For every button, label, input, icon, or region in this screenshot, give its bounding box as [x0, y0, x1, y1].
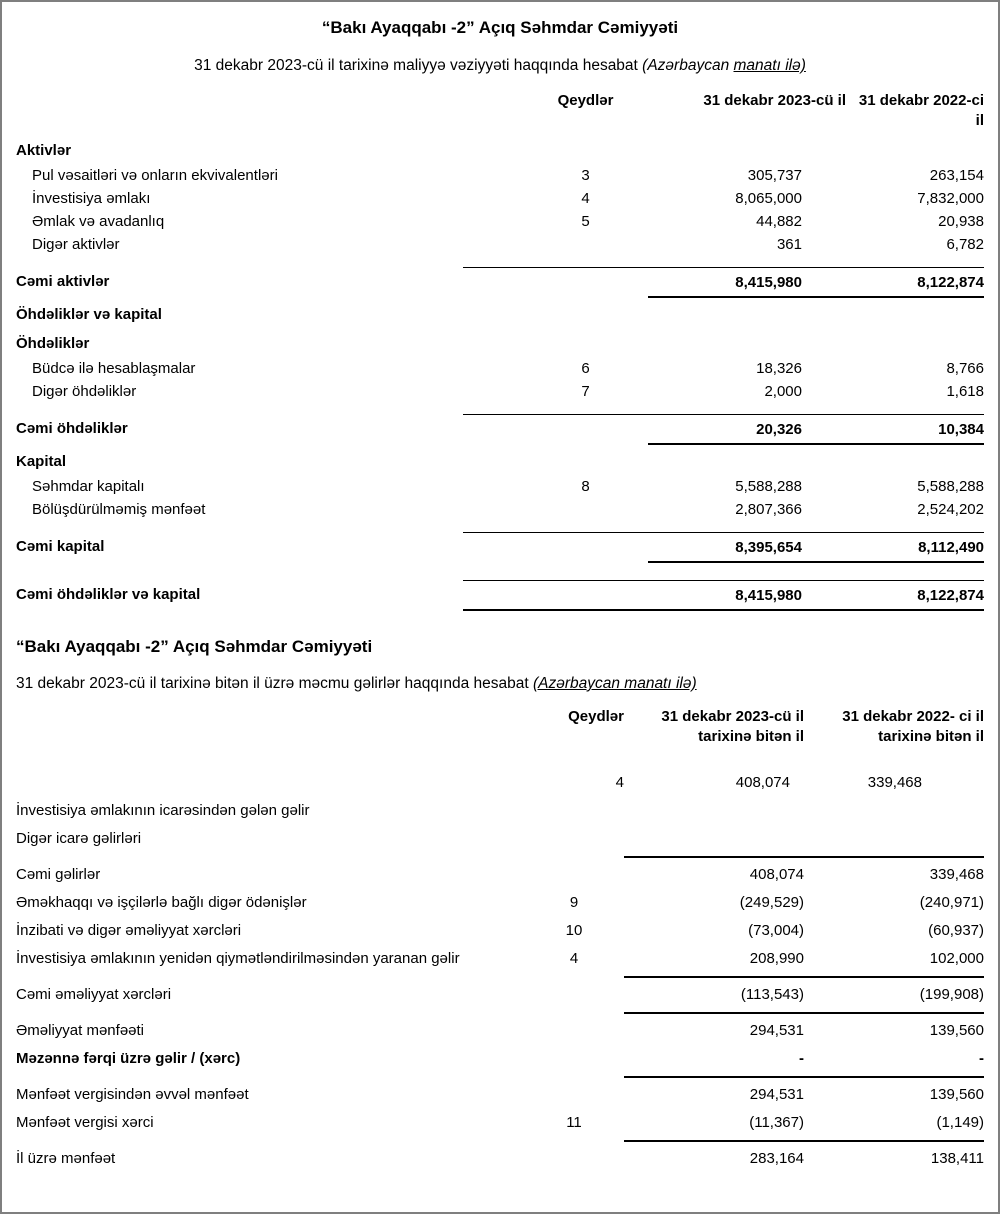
separator-rule	[16, 1076, 984, 1078]
note-number	[463, 500, 648, 523]
value-2022: 6,782	[946, 236, 984, 253]
note-number	[463, 580, 648, 611]
statement-row	[16, 189, 984, 212]
row-label: Cəmi öhdəliklər	[16, 420, 128, 437]
value-2022: 1,618	[946, 383, 984, 400]
value-2022: 2,524,202	[917, 501, 984, 518]
statement1-rows	[16, 141, 984, 611]
row-label	[16, 773, 524, 793]
statement-row	[16, 235, 984, 258]
statement2-rows	[16, 769, 984, 1173]
note-number: 10	[565, 922, 583, 939]
row-label: Digər öhdəliklər	[32, 383, 137, 400]
row-label: İnvestisiya əmlakı	[32, 190, 151, 207]
value-2023: 208,990	[749, 950, 804, 967]
note-number	[463, 267, 648, 298]
statement-row	[16, 825, 984, 853]
value-2022: 102,000	[929, 950, 984, 967]
value-2022	[804, 801, 984, 821]
notes-column-header: Qeydlər	[557, 92, 614, 109]
year-2023-column-header: 31 dekabr 2023-cü il tarixinə bitən il	[661, 708, 809, 745]
statement1-subtitle	[16, 57, 984, 75]
year-2022-column-header: 31 dekabr 2022-ci il	[858, 92, 989, 129]
statement-row	[16, 382, 984, 405]
row-label: Cəmi kapital	[16, 538, 105, 555]
year-2022-column-header: 31 dekabr 2022- ci il tarixinə bitən il	[842, 708, 989, 745]
value-2022	[848, 141, 984, 163]
row-label: Cəmi gəlirlər	[16, 866, 101, 883]
row-label: Mənfəət vergisi xərci	[16, 1114, 154, 1131]
value-2023: 283,164	[749, 1150, 804, 1167]
row-label: Pul vəsaitləri və onların ekvivalentləri	[32, 167, 278, 184]
value-2022: 263,154	[929, 167, 984, 184]
row-label: Səhmdar kapitalı	[32, 478, 145, 495]
note-number: 4	[581, 190, 590, 207]
value-2023: 18,326	[756, 360, 802, 377]
row-label: Məzənnə fərqi üzrə gəlir / (xərc)	[16, 1050, 241, 1067]
value-2023	[648, 334, 848, 356]
note-number	[524, 1021, 624, 1041]
value-2023: 294,531	[749, 1022, 804, 1039]
statement-row	[16, 267, 984, 298]
company-title: “Bakı Ayaqqabı -2” Açıq Səhmdar Cəmiyyəti	[321, 18, 679, 37]
statement-row	[16, 945, 984, 973]
row-label: Cəmi öhdəliklər və kapital	[16, 586, 201, 603]
note-number	[524, 865, 624, 885]
value-2023: (249,529)	[739, 894, 804, 911]
statement-row	[16, 414, 984, 445]
value-2022	[848, 452, 984, 474]
statement-row	[16, 889, 984, 917]
note-number: 5	[581, 213, 590, 230]
statement2-currency-note-underlined: (Azərbaycan manatı ilə)	[532, 675, 697, 692]
notes-column-header: Qeydlər	[568, 708, 624, 725]
statement-row	[16, 917, 984, 945]
row-label: Əməkhaqqı və işçilərlə bağlı digər ödənişlər	[16, 894, 307, 911]
value-2022: 8,122,874	[848, 580, 984, 611]
note-number: 4	[569, 950, 579, 967]
value-2022: (60,937)	[928, 922, 984, 939]
separator-rule	[16, 1140, 984, 1142]
note-number: 4	[615, 774, 624, 791]
statement-row	[16, 477, 984, 500]
separator-rule	[16, 1012, 984, 1014]
value-2022: 20,938	[938, 213, 984, 230]
value-2022: 8,766	[946, 360, 984, 377]
row-label: İl üzrə mənfəət	[16, 1150, 116, 1167]
value-2022: (199,908)	[919, 986, 984, 1003]
value-2023: (113,543)	[740, 986, 804, 1003]
row-label: Cəmi aktivlər	[16, 273, 110, 290]
note-number: 9	[569, 894, 579, 911]
horizontal-rule-line	[624, 1140, 984, 1142]
separator-rule	[16, 976, 984, 978]
statement-row	[16, 1081, 984, 1109]
statement-row	[16, 1045, 984, 1073]
value-2022: 8,122,874	[848, 267, 984, 298]
row-label: İnvestisiya əmlakının yenidən qiymətləndirilməsindən yaranan gəlir	[16, 950, 460, 967]
value-2023	[648, 141, 848, 163]
company-title-2: “Bakı Ayaqqabı -2” Açıq Səhmdar Cəmiyyəti	[16, 637, 373, 656]
value-2023: 294,531	[749, 1086, 804, 1103]
statement-of-financial-position	[16, 12, 989, 611]
value-2023	[624, 801, 804, 821]
note-number	[463, 141, 648, 163]
value-2023: 44,882	[756, 213, 802, 230]
value-2022: 138,411	[930, 1150, 984, 1167]
row-label: Büdcə ilə hesablaşmalar	[32, 360, 196, 377]
horizontal-rule-line	[624, 1076, 984, 1078]
row-label: Öhdəliklər	[16, 335, 90, 352]
value-2022	[848, 334, 984, 356]
value-2022: 7,832,000	[917, 190, 984, 207]
row-label: Kapital	[16, 453, 67, 470]
statement1-column-headers	[16, 91, 989, 131]
value-2022: 10,384	[848, 414, 984, 445]
year-2023-column-header: 31 dekabr 2023-cü il	[703, 92, 846, 109]
statement-row	[16, 580, 984, 611]
value-2022	[804, 829, 984, 849]
value-2022: (1,149)	[936, 1114, 984, 1131]
value-2023: 361	[776, 236, 802, 253]
note-number	[463, 305, 648, 327]
note-number	[463, 532, 648, 563]
value-2023: 408,074	[735, 774, 790, 791]
horizontal-rule-line	[624, 1012, 984, 1014]
note-number	[463, 414, 648, 445]
statement-row	[16, 212, 984, 235]
statement-row	[16, 532, 984, 563]
statement-row	[16, 797, 984, 825]
note-number	[524, 1149, 624, 1169]
separator-rule	[16, 856, 984, 858]
value-2023	[648, 452, 848, 474]
horizontal-rule-line	[624, 976, 984, 978]
statement-row	[16, 141, 984, 163]
row-label: Bölüşdürülməmiş mənfəət	[32, 501, 206, 518]
value-2022: 139,560	[929, 1086, 984, 1103]
row-label: Əməliyyat mənfəəti	[16, 1022, 144, 1039]
value-2022: -	[979, 1050, 984, 1067]
value-2022: 339,468	[929, 866, 984, 883]
row-label: İnzibati və digər əməliyyat xərcləri	[16, 922, 242, 939]
value-2023	[624, 829, 804, 849]
row-label: Digər icarə gəlirləri	[16, 830, 142, 847]
note-number: 3	[581, 167, 590, 184]
row-label: Aktivlər	[16, 142, 72, 159]
value-2023: 8,415,980	[648, 267, 848, 298]
value-2023: (11,367)	[749, 1114, 804, 1131]
statement-row	[16, 1145, 984, 1173]
row-label: İnvestisiya əmlakının icarəsindən gələn gəlir	[16, 802, 310, 819]
statement2-column-headers	[16, 707, 989, 747]
note-number	[524, 801, 624, 821]
statement2-subtitle	[16, 675, 984, 693]
statement-row	[16, 981, 984, 1009]
statement-of-comprehensive-income	[16, 637, 989, 1173]
value-2023: 5,588,288	[735, 478, 802, 495]
horizontal-rule-line	[624, 856, 984, 858]
value-2023	[648, 305, 848, 327]
statement1-subtitle-text: 31 dekabr 2023-cü il tarixinə maliyyə vəziyyəti haqqında hesabat	[194, 57, 643, 74]
value-2022: 8,112,490	[848, 532, 984, 563]
value-2023: 305,737	[747, 167, 802, 184]
value-2023: 2,807,366	[735, 501, 802, 518]
row-label: Mənfəət vergisindən əvvəl mənfəət	[16, 1086, 249, 1103]
statement-row	[16, 769, 984, 797]
statement-row	[16, 334, 984, 356]
note-number	[463, 452, 648, 474]
row-label: Öhdəliklər və kapital	[16, 306, 162, 323]
value-2023: (73,004)	[748, 922, 804, 939]
value-2022	[848, 305, 984, 327]
value-2023: 8,415,980	[648, 580, 848, 611]
note-number	[463, 334, 648, 356]
value-2023: 8,395,654	[648, 532, 848, 563]
statement1-currency-note-underlined: manatı ilə)	[733, 57, 806, 74]
value-2023: -	[799, 1050, 804, 1067]
statement-row	[16, 861, 984, 889]
statement2-subtitle-text: 31 dekabr 2023-cü il tarixinə bitən il üzrə məcmu gəlirlər haqqında hesabat	[16, 675, 533, 692]
value-2023: 8,065,000	[735, 190, 802, 207]
statement-row	[16, 166, 984, 189]
note-number	[524, 1049, 624, 1069]
value-2022: 339,468	[867, 774, 922, 791]
statement-row	[16, 452, 984, 474]
value-2022: 139,560	[929, 1022, 984, 1039]
statement1-currency-note: (Azərbaycan	[642, 57, 734, 74]
note-number	[524, 829, 624, 849]
row-label: Digər aktivlər	[32, 236, 120, 253]
note-number	[524, 1085, 624, 1105]
note-number: 11	[566, 1114, 582, 1131]
value-2023: 20,326	[648, 414, 848, 445]
note-number: 6	[581, 360, 590, 377]
note-number: 8	[581, 478, 590, 495]
value-2022: (240,971)	[919, 894, 984, 911]
note-number: 7	[581, 383, 590, 400]
statement-row	[16, 500, 984, 523]
statement-row	[16, 359, 984, 382]
value-2023: 2,000	[764, 383, 802, 400]
note-number	[524, 985, 624, 1005]
statement-row	[16, 1017, 984, 1045]
value-2022: 5,588,288	[917, 478, 984, 495]
row-label: Cəmi əməliyyat xərcləri	[16, 986, 172, 1003]
row-label: Əmlak və avadanlıq	[32, 213, 165, 230]
value-2023: 408,074	[749, 866, 804, 883]
statement-row	[16, 1109, 984, 1137]
note-number	[463, 235, 648, 258]
statement-row	[16, 305, 984, 327]
